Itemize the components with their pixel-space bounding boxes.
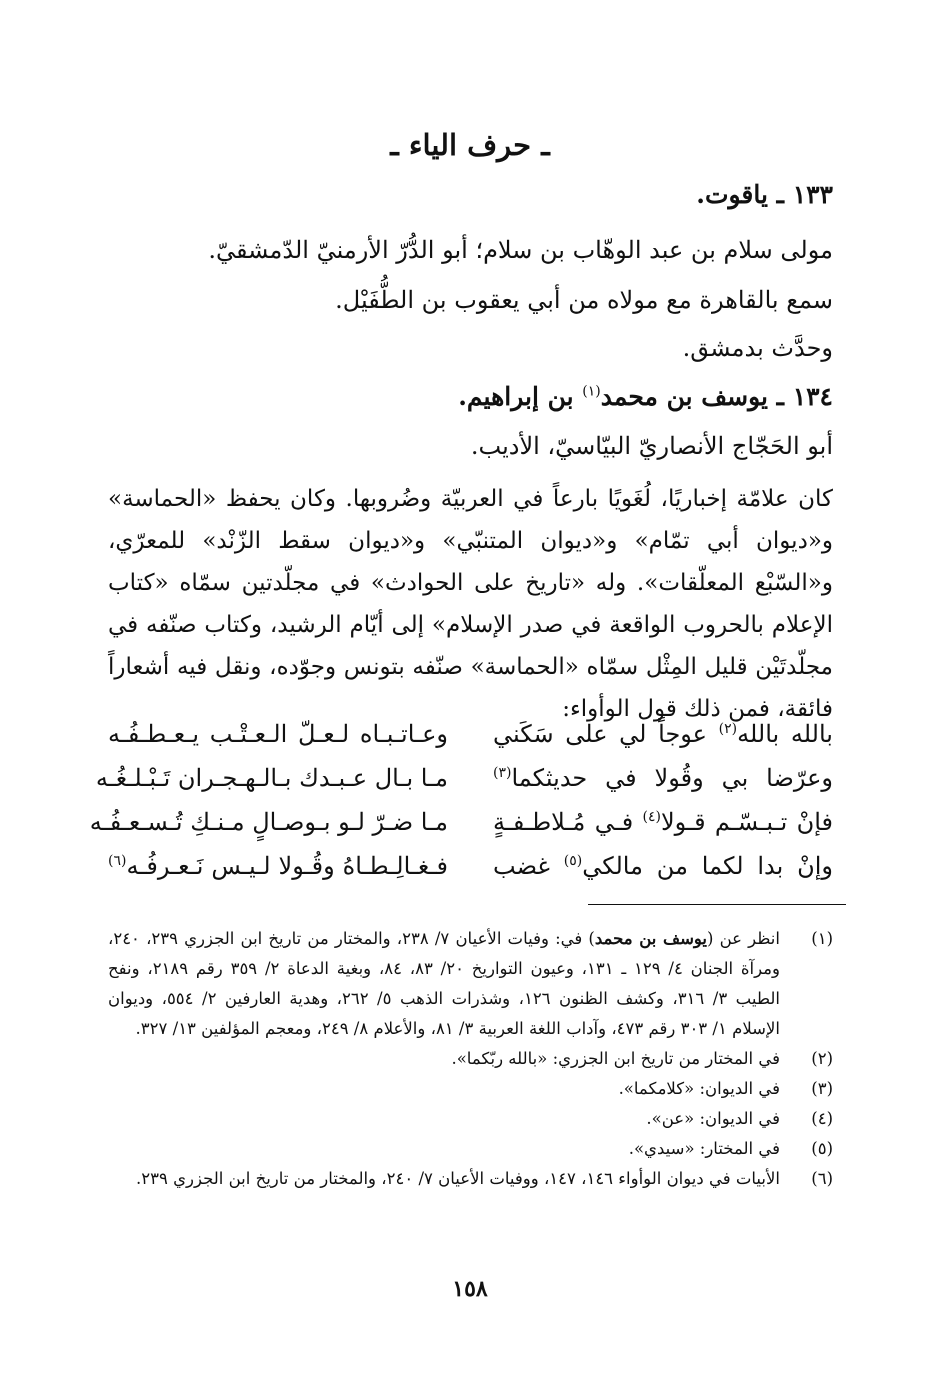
footnote-ref-5: (٥) (563, 853, 583, 869)
footnote-6: (٦) الأبيات في ديوان الوأواء ١٤٦، ١٤٧، ووفيات الأعيان ٧/ ٢٤٠، والمختار من تاريخ ابن الجزري ٢٣٩. (108, 1164, 833, 1194)
verse-2 (95, 764, 833, 808)
entry-134-heading (458, 382, 833, 411)
verse-1-second-hemistich: وعـاتـبـاه لـعـلّ الـعـتْـب يـعـطـفُـه (108, 720, 448, 748)
verse-4-first-hemistich: وإنْ بدا لكما من مالكي$^{(٥)}$ غضب (493, 852, 833, 880)
footnote-3: (٣) في الديوان: «كلامكما». (108, 1074, 833, 1104)
footnote-number: (٢) (811, 1049, 833, 1068)
footnote-number: (٥) (811, 1139, 833, 1158)
footnote-ref-3: (٣) (493, 765, 512, 781)
footnote-divider (588, 904, 846, 905)
page-number: ١٥٨ (452, 1276, 488, 1302)
footnote-ref-2: (٢) (718, 721, 738, 737)
verse-3-second-hemistich: مـا ضـرّ لـو بـوصـالٍ مـنـكِ تُـسـعـفُـه (89, 808, 448, 836)
footnote-2: (٢) في المختار من تاريخ ابن الجزري: «بالله ربّكما». (108, 1044, 833, 1074)
footnotes (108, 924, 833, 1194)
verse-1-first-hemistich: بالله بالله$^{(٢)}$ عوجاً لي على سَكَني (493, 720, 833, 748)
entry-134-line-1: أبو الحَجّاج الأنصاريّ البيّاسيّ، الأديب. (470, 432, 833, 460)
footnote-1: (١) انظر عن (يوسف بن محمد) في: وفيات الأعيان ٧/ ٢٣٨، والمختار من تاريخ ابن الجزري ٢٣٩، ٢٤٠، ومرآة الجنان ٤/ ١٢٩ ـ ١٣١، وعيون التواريخ ٢٠/ ٨٣، ٨٤، وبغية الدعاة ٢/ ٣٥٩ رقم ٢١٨٩، ونفح الطيب ٣/ ٣١٦، وكشف الظنون ١٢٦، وشذرات الذهب ٥/ ٢٦٢، وهدية العارفين ٢/ ٥٥٤، وديوان الإسلام ١/ ٣٠٣ رقم ٤٧٣، وآداب اللغة العربية ٣/ ٨١، والأعلام ٨/ ٢٤٩، ومعجم المؤلفين ١٣/ ٣٢٧. (108, 924, 833, 1044)
verse-2-first-hemistich: وعرّضا بي وقُولا في حديثكما$^{(٣)}$ (493, 764, 833, 792)
verse-3 (89, 808, 833, 852)
verse-1 (108, 720, 833, 764)
footnote-ref-4: (٤) (642, 809, 661, 825)
footnote-number: (٤) (811, 1109, 833, 1128)
footnote-number: (٦) (811, 1169, 833, 1188)
poem (89, 720, 833, 896)
entry-133-heading: ١٣٣ ـ ياقوت. (696, 180, 833, 209)
verse-4-second-hemistich: فـغـالِـطـاهُ وقُـولا لـيـس نَـعـرفُـه$^{(٦)}$ (108, 852, 448, 880)
section-title: ـ حرف الياء ـ (390, 128, 550, 162)
footnote-ref-1: (١) (582, 383, 601, 400)
footnote-ref-6: (٦) (108, 853, 127, 869)
footnote-number: (١) (811, 929, 833, 948)
verse-3-first-hemistich: فإنْ تـبـسّـم قـولا$^{(٤)}$ فـي مُـلاطـفـةٍ (493, 808, 833, 836)
footnote-4: (٤) في الديوان: «عن». (108, 1104, 833, 1134)
entry-134-paragraph (108, 478, 833, 730)
entry-133-line-1: مولى سلام بن عبد الوهّاب بن سلام؛ أبو الدُّرّ الأرمنيّ الدّمشقيّ. (208, 236, 833, 264)
entry-133-line-3: وحدَّث بدمشق. (682, 334, 833, 362)
footnote-5: (٥) في المختار: «سيدي». (108, 1134, 833, 1164)
entry-134-heading-rest: بن إبراهيم. (458, 382, 583, 411)
entry-133-line-2: سمع بالقاهرة مع مولاه من أبي يعقوب بن الطُّفَيْل. (335, 286, 833, 314)
verse-4 (108, 852, 833, 896)
entry-134-heading-name: ١٣٤ ـ يوسف بن محمد (600, 382, 833, 411)
footnote-number: (٣) (811, 1079, 833, 1098)
verse-2-second-hemistich: مـا بـال عـبـدك بـالـهـجـران تَـبْـلـغُـه (95, 764, 448, 792)
paragraph-text: كان علامّة إخباريًا، لُغَويًا بارعاً في العربيّة وضُروبها. وكان يحفظ «الحماسة» و«ديوان أبي تمّام» و«ديوان المتنبّي» و«ديوان سقط الزّنْد» للمعرّي، و«السّبْع المعلّقات». وله «تاريخ على الحوادث» في مجلّدتين سمّاه «كتاب الإعلام بالحروب الواقعة في صدر الإسلام» إلى أيّام الرشيد، وكتاب صنّفه في مجلّدتَيْن قليل المِثْل سمّاه «الحماسة» صنّفه بتونس وجوّده، ونقل فيه أشعاراً فائقة، فمن ذلك قول الوأواء: (108, 486, 833, 722)
